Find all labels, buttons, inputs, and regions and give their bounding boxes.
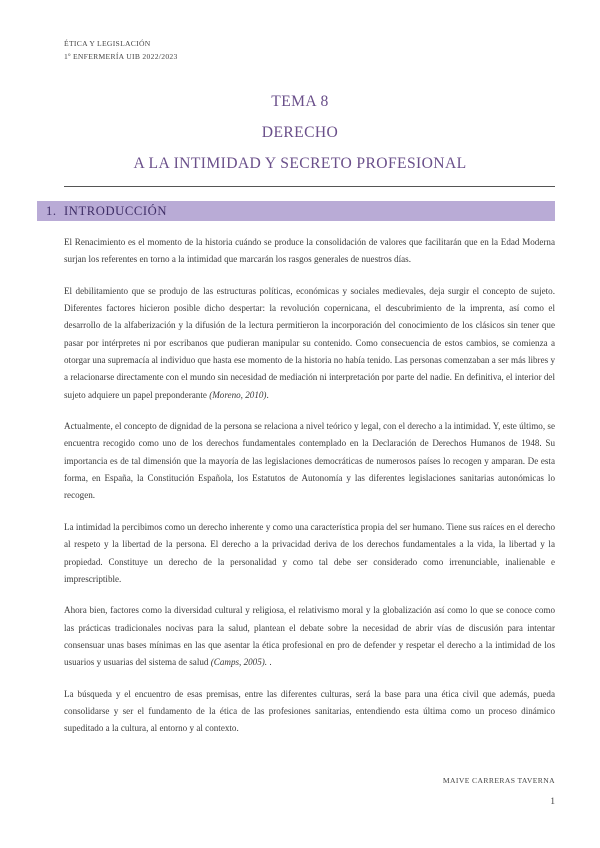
paragraph [64,519,555,588]
paragraph [64,686,555,738]
paragraph [64,602,555,671]
footer-author: MAIVE CARRERAS TAVERNA [442,776,555,785]
document-header [64,37,178,63]
section-heading [37,201,555,221]
title-line-3: A LA INTIMIDAD Y SECRETO PROFESIONAL [133,155,467,172]
paragraph-tail: . [266,389,269,400]
paragraph [64,418,555,505]
paragraph-text: El debilitamiento que se produjo de las estructuras políticas, económicas y sociales medievales, deja surgir el concepto de sujeto. Diferentes factores hicieron posible dicho despertar: la revolución copernicana, el descubrimiento de la imprenta, así como el desarrollo de la alfaberización y la difusión de la lectura permitieron la incorporación del conocimiento de los clásicos sin tener que pasar por intérpretes ni por escribanos que pudieran manipular su contenido. Como consecuencia de estos cambios, se comienza a otorgar una supremacía al individuo que hasta ese momento de la historia no había tenido. Las personas comenzaban a ser más libres y a relacionarse directamente con el mundo sin necesidad de mediación ni interpretación por parte del nadie. En definitiva, el interior del sujeto adquiere un papel preponderante [64,285,555,400]
paragraph [64,234,555,269]
header-course: ÉTICA Y LEGISLACIÓN [64,39,151,48]
paragraph [64,283,555,404]
page-number: 1 [550,796,555,807]
header-group: 1º ENFERMERÍA UIB 2022/2023 [64,52,178,61]
title-topic: TEMA 8 [271,93,329,110]
title-divider [64,186,555,187]
title-line-2: DERECHO [261,124,339,141]
paragraph-tail: . [267,657,272,668]
paragraph-text: Ahora bien, factores como la diversidad cultural y religiosa, el relativismo moral y la globalización así como lo que se conoce como las prácticas tradicionales nocivas para la salud, plantean el debate sobre la necesidad de abrir vías de discusión para intentar consensuar unas bases mínimas en las que asentar la ética profesional en pro de defender y respetar el derecho a la intimidad de los usuarios y usuarias del sistema de salud [64,605,555,668]
document-title [0,86,600,179]
paragraph-text: Actualmente, el concepto de dignidad de la persona se relaciona a nivel teórico y legal, con el derecho a la intimidad. Y, este último, se encuentra recogido como uno de los derechos fundamentales contemplado en la Declaración de Derechos Humanos de 1948. Su importancia es de tal dimensión que la mayoría de las legislaciones democráticas de numerosos países lo recogen y amparan. De esta forma, en España, la Constitución Española, los Estatutos de Autonomía y las diferentes legislaciones sanitarias autonómicas lo recogen. [64,421,555,501]
paragraph-text: La intimidad la percibimos como un derecho inherente y como una característica propia del ser humano. Tiene sus raíces en el derecho al respeto y la libertad de la persona. El derecho a la privacidad deriva de los derechos fundamentales a la vida, la libertad y la propiedad. Constituye un derecho de la personalidad y como tal debe ser considerado como irrenunciable, inalienable e imprescriptible. [64,521,555,584]
body-text [64,234,555,752]
paragraph-text: La búsqueda y el encuentro de esas premisas, entre las diferentes culturas, será la base para una ética civil que además, pueda consolidarse y ser el fundamento de la ética de las profesiones sanitarias, entendiendo esta última como un proceso dinámico supeditado a la cultura, al entorno y al contexto. [64,688,555,734]
citation: (Camps, 2005). [210,657,268,668]
citation: (Moreno, 2010) [209,389,267,400]
paragraph-text: El Renacimiento es el momento de la historia cuándo se produce la consolidación de valores que facilitarán que en la Edad Moderna surjan los referentes en torno a la intimidad que marcarán los rasgos generales de nuestros días. [64,237,555,265]
section-label: INTRODUCCIÓN [64,204,168,218]
section-number: 1. [46,204,57,218]
